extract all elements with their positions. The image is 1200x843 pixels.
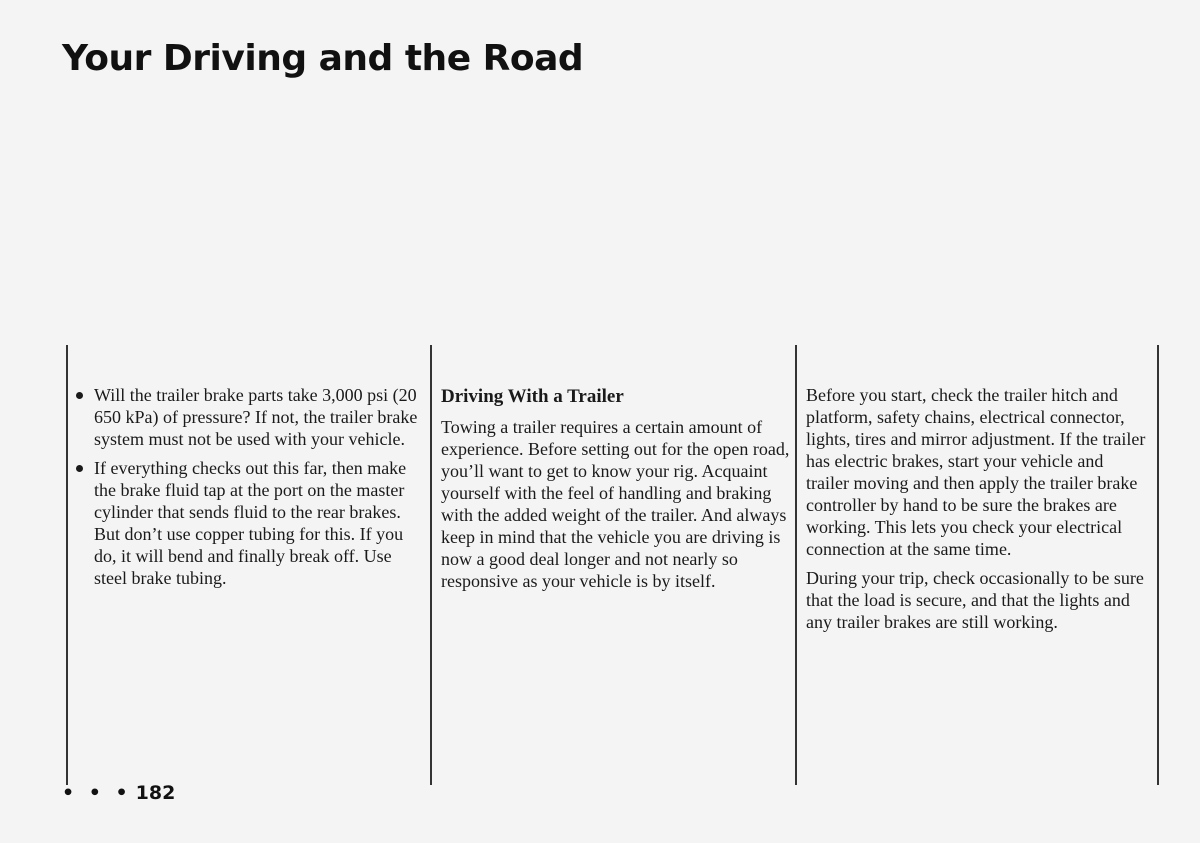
column-divider-left xyxy=(66,345,68,785)
column-divider-2 xyxy=(795,345,797,785)
section-heading: Driving With a Trailer xyxy=(441,386,624,407)
bullet-text: Will the trailer brake parts take 3,000 psi (20 650 kPa) of pressure? If not, the trailer brake system must not be used with your vehicle. xyxy=(94,385,418,449)
page-footer xyxy=(62,782,175,804)
column-2 xyxy=(441,384,791,599)
body-paragraph: Towing a trailer requires a certain amount of experience. Before setting out for the open road, you’ll want to get to know your rig. Acquaint yourself with the feel of handling and braking with the added weight of the trailer. And always keep in mind that the vehicle you are driving is now a good deal longer and not nearly so responsive as your vehicle is by itself. xyxy=(441,417,790,591)
body-paragraph: During your trip, check occasionally to be sure that the load is secure, and that the lights and any trailer brakes are still working. xyxy=(806,568,1144,632)
bullet-list xyxy=(76,384,421,589)
column-divider-right xyxy=(1157,345,1159,785)
page-number: 182 xyxy=(135,782,176,804)
page-dots: • • • xyxy=(62,782,132,804)
page-title: Your Driving and the Road xyxy=(62,38,584,79)
bullet-icon xyxy=(76,465,83,472)
bullet-item xyxy=(76,457,421,589)
body-paragraph: Before you start, check the trailer hitch and platform, safety chains, electrical connector, lights, tires and mirror adjustment. If the trailer has electric brakes, start your vehicle and trailer moving and then apply the trailer brake controller by hand to be sure the brakes are working. This lets you check your electrical connection at the same time. xyxy=(806,385,1146,559)
column-divider-1 xyxy=(430,345,432,785)
column-1 xyxy=(76,384,421,596)
column-3 xyxy=(806,384,1146,640)
bullet-item xyxy=(76,384,421,450)
bullet-text: If everything checks out this far, then make the brake fluid tap at the port on the master cylinder that sends fluid to the rear brakes. But don’t use copper tubing for this. If you do, it will bend and finally break off. Use steel brake tubing. xyxy=(94,458,407,588)
bullet-icon xyxy=(76,392,83,399)
